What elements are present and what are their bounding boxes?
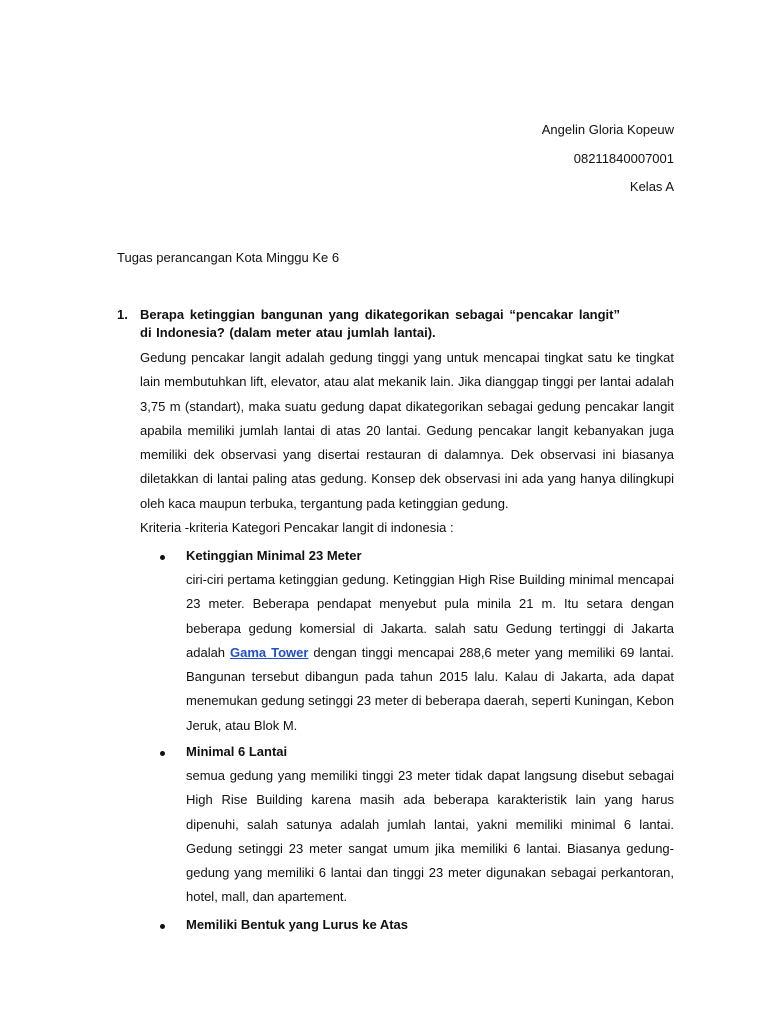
question-1 <box>117 306 637 342</box>
question-number: 1. <box>117 307 128 322</box>
criteria-intro: Kriteria -kriteria Kategori Pencakar langit di indonesia : <box>140 520 454 535</box>
author-name: Angelin Gloria Kopeuw <box>541 122 674 137</box>
criteria-item-1-body <box>186 568 674 738</box>
bullet-icon <box>160 924 165 929</box>
criteria-body-text: dengan tinggi mencapai 288,6 meter yang memiliki 69 lantai. Bangunan tersebut dibangun pada tahun 2015 lalu. Kalau di Jakarta, ada dapat menemukan gedung setinggi 23 meter di beberapa daerah, seperti Kuningan, Kebon Jeruk, atau Blok M. <box>186 644 675 733</box>
author-block <box>542 116 674 202</box>
criteria-body-text: ciri-ciri pertama ketinggian gedung. Ketinggian High Rise Building minimal mencapai 23 meter. Beberapa pendapat menyebut pula minila 21 m. Itu setara dengan beberapa gedung komersial di Jakarta. salah satu Gedung tertinggi di Jakarta adalah <box>186 572 674 660</box>
bullet-icon <box>160 751 165 756</box>
gama-tower-link[interactable]: Gama Tower <box>230 644 309 660</box>
question-text: Berapa ketinggian bangunan yang dikategorikan sebagai “pencakar langit” di Indonesia? (dalam meter atau jumlah lantai). <box>140 307 620 340</box>
criteria-title: Ketinggian Minimal 23 Meter <box>186 548 362 563</box>
student-id: 08211840007001 <box>573 150 674 166</box>
class-name: Kelas A <box>629 179 674 194</box>
criteria-title: Minimal 6 Lantai <box>186 744 288 759</box>
criteria-item-2-body: semua gedung yang memiliki tinggi 23 meter tidak dapat langsung disebut sebagai High Rise Building karena masih ada beberapa karakteristik lain yang harus dipenuhi, salah satunya adalah jumlah lantai, yakni memiliki minimal 6 lantai. Gedung setinggi 23 meter sangat umum jika memiliki 6 lantai. Biasanya gedung-gedung yang memiliki 6 lantai dan tinggi 23 meter digunakan sebagai perkantoran, hotel, mall, dan apartement. <box>186 768 674 905</box>
document-title: Tugas perancangan Kota Minggu Ke 6 <box>117 250 340 265</box>
criteria-title: Memiliki Bentuk yang Lurus ke Atas <box>186 917 409 932</box>
bullet-icon <box>160 555 165 560</box>
answer-paragraph: Gedung pencakar langit adalah gedung tinggi yang untuk mencapai tingkat satu ke tingkat lain membutuhkan lift, elevator, atau alat mekanik lain. Jika dianggap tinggi per lantai adalah 3,75 m (standart), maka suatu gedung dapat dikategorikan sebagai gedung pencakar langit apabila memiliki jumlah lantai di atas 20 lantai. Gedung pencakar langit kebanyakan juga memiliki dek observasi yang disertai restauran di dalamnya. Dek observasi ini biasanya diletakkan di lantai paling atas gedung. Konsep dek observasi ini ada yang hanya dilingkupi oleh kaca maupun terbuka, tergantung pada ketinggian gedung. <box>140 350 674 511</box>
